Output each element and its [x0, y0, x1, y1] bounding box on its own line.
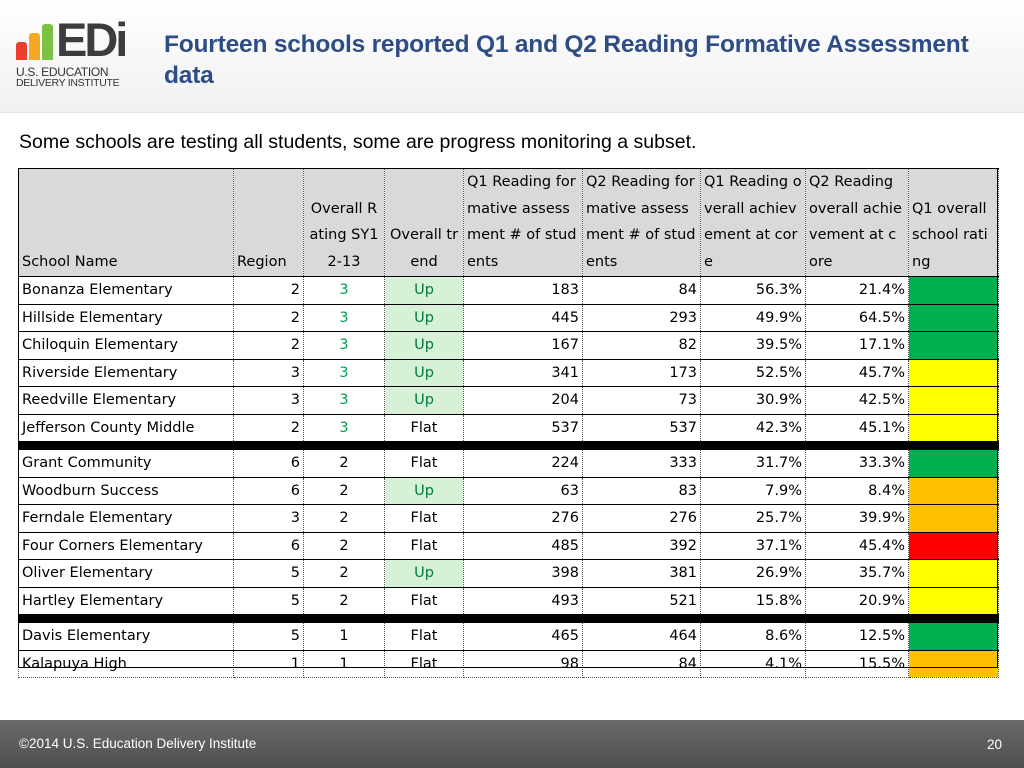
- q1-achievement-cell: 39.5%: [701, 332, 806, 360]
- q1-students-cell: 167: [464, 332, 583, 360]
- region-cell: 3: [234, 505, 304, 533]
- region-cell: 2: [234, 332, 304, 360]
- group-divider-cell: [385, 442, 464, 450]
- q1-students-cell: 493: [464, 587, 583, 615]
- q1-achievement-cell: 8.6%: [701, 623, 806, 651]
- table-row: [19, 477, 999, 505]
- overall-rating-cell: 3: [304, 414, 385, 442]
- school-name-cell: Davis Elementary: [19, 623, 234, 651]
- q1-students-cell: 485: [464, 532, 583, 560]
- group-divider-cell: [701, 615, 806, 623]
- q1-achievement-cell: 26.9%: [701, 560, 806, 588]
- table-row: [19, 450, 999, 478]
- overall-rating-cell: 3: [304, 332, 385, 360]
- group-divider-cell: [385, 615, 464, 623]
- q1-students-cell: 398: [464, 560, 583, 588]
- group-divider-row: [19, 442, 999, 450]
- footer-copyright: ©2014 U.S. Education Delivery Institute: [19, 736, 257, 751]
- q1-students-cell: 445: [464, 304, 583, 332]
- q1-school-rating-swatch: [909, 623, 999, 651]
- table-row: [19, 277, 999, 305]
- school-name-cell: Woodburn Success: [19, 477, 234, 505]
- q1-achievement-cell: 30.9%: [701, 387, 806, 415]
- q1-achievement-cell: 4.1%: [701, 650, 806, 678]
- group-divider-cell: [806, 615, 909, 623]
- region-cell: 6: [234, 450, 304, 478]
- school-name-cell: Riverside Elementary: [19, 359, 234, 387]
- slide-header: [0, 0, 1024, 113]
- q1-school-rating-swatch: [909, 332, 999, 360]
- col-header-q1-achievement: Q1 Reading overall achievement at core: [701, 169, 806, 277]
- group-divider-cell: [234, 615, 304, 623]
- table-header-row: [19, 169, 999, 277]
- col-header-school-name: School Name: [19, 169, 234, 277]
- q1-school-rating-swatch: [909, 387, 999, 415]
- col-header-overall-trend: Overall trend: [385, 169, 464, 277]
- q2-achievement-cell: 20.9%: [806, 587, 909, 615]
- q1-school-rating-swatch: [909, 414, 999, 442]
- overall-trend-cell: Flat: [385, 650, 464, 678]
- col-header-q2-achievement: Q2 Reading overall achievement at core: [806, 169, 909, 277]
- q2-students-cell: 84: [583, 277, 701, 305]
- q1-school-rating-swatch: [909, 650, 999, 678]
- logo-bar-orange: [29, 33, 40, 60]
- q1-school-rating-swatch: [909, 477, 999, 505]
- edi-logo: [16, 13, 128, 94]
- q1-school-rating-swatch: [909, 450, 999, 478]
- q2-achievement-cell: 42.5%: [806, 387, 909, 415]
- region-cell: 5: [234, 623, 304, 651]
- table-row: [19, 304, 999, 332]
- q1-achievement-cell: 37.1%: [701, 532, 806, 560]
- schools-table: [18, 168, 999, 678]
- overall-trend-cell: Up: [385, 387, 464, 415]
- q2-achievement-cell: 45.7%: [806, 359, 909, 387]
- q2-students-cell: 333: [583, 450, 701, 478]
- q1-students-cell: 465: [464, 623, 583, 651]
- table-row: [19, 387, 999, 415]
- q1-achievement-cell: 42.3%: [701, 414, 806, 442]
- overall-trend-cell: Up: [385, 359, 464, 387]
- overall-rating-cell: 3: [304, 304, 385, 332]
- school-name-cell: Four Corners Elementary: [19, 532, 234, 560]
- overall-trend-cell: Up: [385, 560, 464, 588]
- overall-trend-cell: Flat: [385, 450, 464, 478]
- group-divider-cell: [19, 615, 234, 623]
- col-header-region: Region: [234, 169, 304, 277]
- overall-rating-cell: 3: [304, 359, 385, 387]
- q2-students-cell: 537: [583, 414, 701, 442]
- q2-students-cell: 293: [583, 304, 701, 332]
- region-cell: 2: [234, 304, 304, 332]
- q2-achievement-cell: 17.1%: [806, 332, 909, 360]
- school-name-cell: Ferndale Elementary: [19, 505, 234, 533]
- slide-footer: [0, 720, 1024, 768]
- overall-rating-cell: 3: [304, 277, 385, 305]
- group-divider-cell: [806, 442, 909, 450]
- school-name-cell: Bonanza Elementary: [19, 277, 234, 305]
- q2-achievement-cell: 21.4%: [806, 277, 909, 305]
- q1-students-cell: 341: [464, 359, 583, 387]
- group-divider-cell: [304, 615, 385, 623]
- q2-students-cell: 83: [583, 477, 701, 505]
- group-divider-cell: [701, 442, 806, 450]
- overall-trend-cell: Flat: [385, 414, 464, 442]
- q2-students-cell: 73: [583, 387, 701, 415]
- school-name-cell: Hillside Elementary: [19, 304, 234, 332]
- q1-school-rating-swatch: [909, 587, 999, 615]
- col-header-q1-students: Q1 Reading formative assessment # of students: [464, 169, 583, 277]
- q2-achievement-cell: 39.9%: [806, 505, 909, 533]
- table-row: [19, 505, 999, 533]
- overall-rating-cell: 2: [304, 560, 385, 588]
- q1-achievement-cell: 15.8%: [701, 587, 806, 615]
- group-divider-cell: [304, 442, 385, 450]
- overall-trend-cell: Up: [385, 277, 464, 305]
- q1-students-cell: 276: [464, 505, 583, 533]
- logo-bar-green: [42, 24, 53, 60]
- q1-students-cell: 183: [464, 277, 583, 305]
- q1-achievement-cell: 31.7%: [701, 450, 806, 478]
- q1-school-rating-swatch: [909, 277, 999, 305]
- q1-school-rating-swatch: [909, 304, 999, 332]
- region-cell: 6: [234, 532, 304, 560]
- q1-school-rating-swatch: [909, 532, 999, 560]
- overall-trend-cell: Flat: [385, 505, 464, 533]
- slide-subtitle: Some schools are testing all students, some are progress monitoring a subset.: [19, 131, 697, 153]
- region-cell: 5: [234, 560, 304, 588]
- q2-students-cell: 276: [583, 505, 701, 533]
- q2-students-cell: 82: [583, 332, 701, 360]
- group-divider-cell: [909, 442, 999, 450]
- logo-bars-icon: [16, 24, 58, 60]
- overall-rating-cell: 1: [304, 650, 385, 678]
- q1-students-cell: 224: [464, 450, 583, 478]
- region-cell: 5: [234, 587, 304, 615]
- table-row: [19, 587, 999, 615]
- overall-rating-cell: 2: [304, 477, 385, 505]
- q1-achievement-cell: 49.9%: [701, 304, 806, 332]
- school-name-cell: Grant Community: [19, 450, 234, 478]
- q2-achievement-cell: 12.5%: [806, 623, 909, 651]
- col-header-overall-rating: Overall Rating SY12-13: [304, 169, 385, 277]
- overall-trend-cell: Flat: [385, 587, 464, 615]
- logo-letters: EDi: [56, 13, 126, 66]
- logo-bar-red: [16, 42, 27, 60]
- region-cell: 2: [234, 414, 304, 442]
- q1-school-rating-swatch: [909, 359, 999, 387]
- table-row: [19, 560, 999, 588]
- school-name-cell: Oliver Elementary: [19, 560, 234, 588]
- region-cell: 6: [234, 477, 304, 505]
- q2-students-cell: 173: [583, 359, 701, 387]
- q1-school-rating-swatch: [909, 560, 999, 588]
- overall-rating-cell: 2: [304, 450, 385, 478]
- group-divider-cell: [234, 442, 304, 450]
- q1-achievement-cell: 7.9%: [701, 477, 806, 505]
- table-row: [19, 532, 999, 560]
- overall-trend-cell: Up: [385, 304, 464, 332]
- group-divider-cell: [464, 442, 583, 450]
- table-row: [19, 332, 999, 360]
- q2-students-cell: 464: [583, 623, 701, 651]
- table-row: [19, 359, 999, 387]
- school-name-cell: Jefferson County Middle: [19, 414, 234, 442]
- col-header-q2-students: Q2 Reading formative assessment # of students: [583, 169, 701, 277]
- logo-line1: U.S. EDUCATION: [16, 65, 109, 79]
- overall-trend-cell: Flat: [385, 532, 464, 560]
- q2-students-cell: 381: [583, 560, 701, 588]
- school-name-cell: Hartley Elementary: [19, 587, 234, 615]
- q2-achievement-cell: 15.5%: [806, 650, 909, 678]
- school-name-cell: Chiloquin Elementary: [19, 332, 234, 360]
- region-cell: 1: [234, 650, 304, 678]
- overall-rating-cell: 2: [304, 587, 385, 615]
- overall-rating-cell: 1: [304, 623, 385, 651]
- overall-rating-cell: 2: [304, 532, 385, 560]
- q2-achievement-cell: 8.4%: [806, 477, 909, 505]
- q1-achievement-cell: 56.3%: [701, 277, 806, 305]
- q2-achievement-cell: 33.3%: [806, 450, 909, 478]
- group-divider-cell: [583, 442, 701, 450]
- group-divider-cell: [909, 615, 999, 623]
- q1-students-cell: 537: [464, 414, 583, 442]
- table-row: [19, 414, 999, 442]
- slide-title: Fourteen schools reported Q1 and Q2 Reading Formative Assessment data: [164, 31, 969, 89]
- q2-students-cell: 84: [583, 650, 701, 678]
- table-row: [19, 623, 999, 651]
- q2-achievement-cell: 45.1%: [806, 414, 909, 442]
- group-divider-cell: [464, 615, 583, 623]
- q1-students-cell: 63: [464, 477, 583, 505]
- school-name-cell: Kalapuya High: [19, 650, 234, 678]
- logo-line2: DELIVERY INSTITUTE: [16, 77, 120, 89]
- overall-rating-cell: 2: [304, 505, 385, 533]
- q1-students-cell: 204: [464, 387, 583, 415]
- overall-trend-cell: Up: [385, 477, 464, 505]
- group-divider-cell: [19, 442, 234, 450]
- overall-rating-cell: 3: [304, 387, 385, 415]
- q2-achievement-cell: 35.7%: [806, 560, 909, 588]
- q2-students-cell: 521: [583, 587, 701, 615]
- region-cell: 3: [234, 359, 304, 387]
- q1-students-cell: 98: [464, 650, 583, 678]
- overall-trend-cell: Flat: [385, 623, 464, 651]
- q1-achievement-cell: 52.5%: [701, 359, 806, 387]
- footer-page-number: 20: [986, 737, 1002, 752]
- school-name-cell: Reedville Elementary: [19, 387, 234, 415]
- region-cell: 2: [234, 277, 304, 305]
- q2-achievement-cell: 64.5%: [806, 304, 909, 332]
- group-divider-row: [19, 615, 999, 623]
- group-divider-cell: [583, 615, 701, 623]
- region-cell: 3: [234, 387, 304, 415]
- q1-school-rating-swatch: [909, 505, 999, 533]
- q2-students-cell: 392: [583, 532, 701, 560]
- q2-achievement-cell: 45.4%: [806, 532, 909, 560]
- col-header-q1-school-rating: Q1 overall school rating: [909, 169, 999, 277]
- overall-trend-cell: Up: [385, 332, 464, 360]
- table-body: [19, 277, 999, 678]
- q1-achievement-cell: 25.7%: [701, 505, 806, 533]
- table-row: [19, 650, 999, 678]
